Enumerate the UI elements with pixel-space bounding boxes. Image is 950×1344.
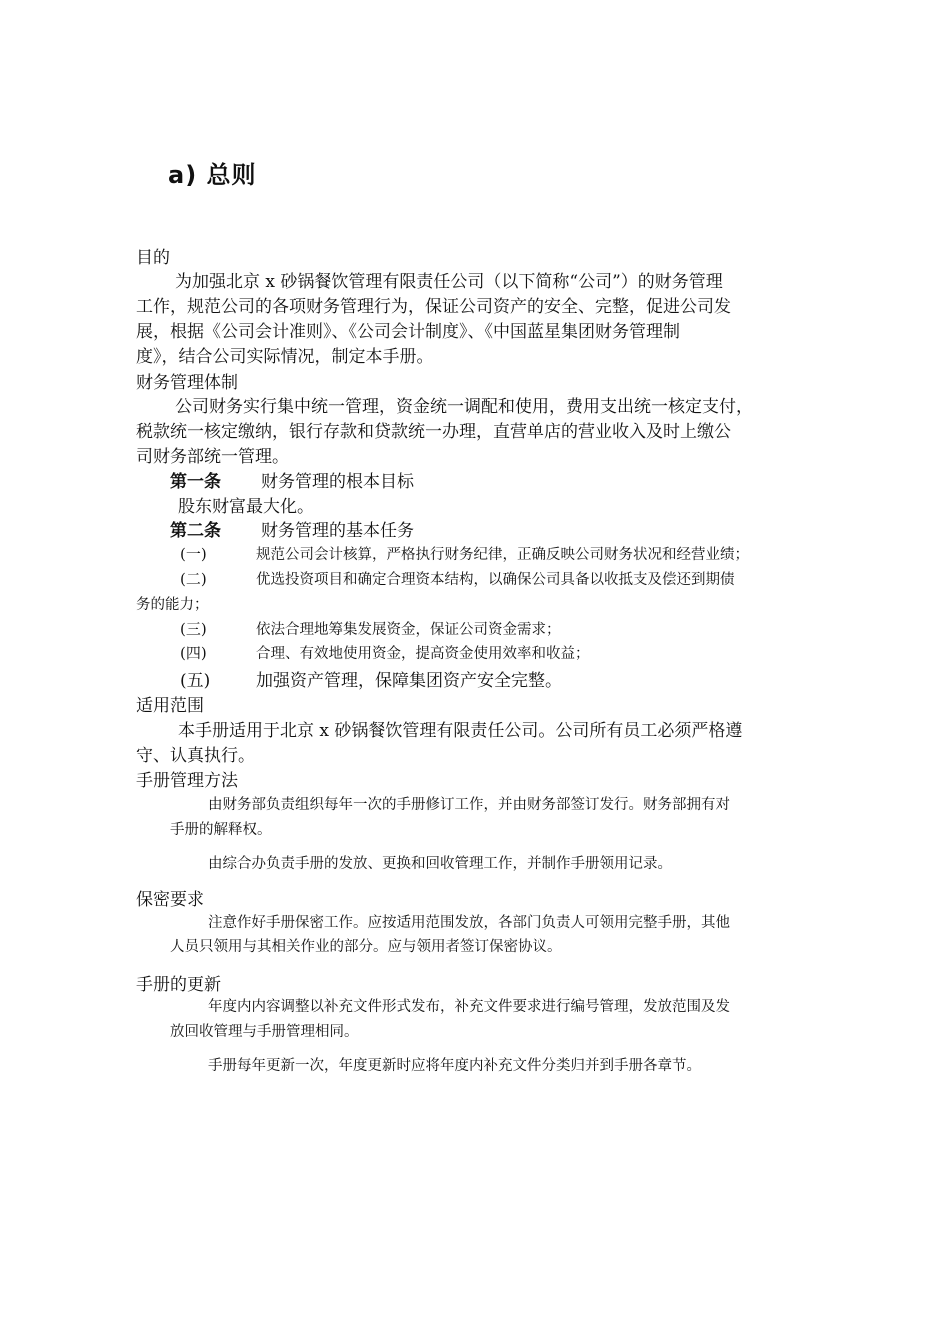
management-line: 由综合办负责手册的发放、更换和回收管理工作，并制作手册领用记录。: [208, 856, 672, 872]
task-number: (一): [180, 545, 207, 563]
confidential-line: 人员只领用与其相关作业的部分。应与领用者签订保密协议。: [170, 939, 562, 955]
task-text: 依法合理地筹集发展资金，保证公司资金需求；: [256, 622, 561, 638]
page-title: a) 总则: [168, 161, 257, 189]
management-line: 由财务部负责组织每年一次的手册修订工作，并由财务部签订发行。财务部拥有对: [208, 797, 730, 813]
system-line: 司财务部统一管理。: [136, 447, 289, 467]
purpose-line: 展，根据《公司会计准则》、《公司会计制度》、《中国蓝星集团财务管理制: [136, 322, 680, 342]
confidential-line: 注意作好手册保密工作。应按适用范围发放，各部门负责人可领用完整手册，其他: [208, 915, 730, 931]
system-line: 税款统一核定缴纳，银行存款和贷款统一办理，直营单店的营业收入及时上缴公: [136, 422, 731, 442]
task-text: 规范公司会计核算，严格执行财务纪律，正确反映公司财务状况和经营业绩；: [256, 547, 749, 563]
purpose-line: 度》，结合公司实际情况，制定本手册。: [136, 347, 434, 367]
task-number: (二): [180, 570, 207, 588]
task-number: (三): [180, 620, 207, 638]
scope-line: 守、认真执行。: [136, 746, 255, 766]
section-purpose-title: 目的: [136, 248, 170, 268]
update-line: 手册每年更新一次，年度更新时应将年度内补充文件分类归并到手册各章节。: [208, 1058, 701, 1074]
scope-line: 本手册适用于北京 x 砂锅餐饮管理有限责任公司。公司所有员工必须严格遵: [178, 721, 743, 741]
section-update-title: 手册的更新: [136, 975, 221, 995]
section-confidential-title: 保密要求: [136, 890, 204, 910]
section-system-title: 财务管理体制: [136, 373, 238, 393]
purpose-line: 为加强北京 x 砂锅餐饮管理有限责任公司（以下简称“公司”）的财务管理: [175, 272, 723, 292]
system-line: 公司财务实行集中统一管理，资金统一调配和使用，费用支出统一核定支付，: [175, 397, 753, 417]
purpose-line: 工作，规范公司的各项财务管理行为，保证公司资产的安全、完整，促进公司发: [136, 297, 731, 317]
task-number: (五): [180, 671, 211, 691]
update-line: 放回收管理与手册管理相同。: [170, 1024, 359, 1040]
article-2-heading: [170, 516, 414, 541]
task-text: 加强资产管理，保障集团资产安全完整。: [256, 671, 562, 691]
article-2-title: 财务管理的基本任务: [261, 521, 414, 541]
article-1-label: 第一条: [170, 472, 221, 492]
task-number: (四): [180, 644, 207, 662]
update-line: 年度内内容调整以补充文件形式发布，补充文件要求进行编号管理，发放范围及发: [208, 999, 730, 1015]
article-1-body: 股东财富最大化。: [178, 497, 314, 517]
task-text-continued: 务的能力；: [136, 597, 209, 613]
task-text: 合理、有效地使用资金，提高资金使用效率和收益；: [256, 646, 590, 662]
article-1-heading: [170, 467, 414, 492]
task-text: 优选投资项目和确定合理资本结构，以确保公司具备以收抵支及偿还到期债: [256, 572, 735, 588]
article-1-title: 财务管理的根本目标: [261, 472, 414, 492]
article-2-label: 第二条: [170, 521, 221, 541]
management-line: 手册的解释权。: [170, 822, 272, 838]
section-scope-title: 适用范围: [136, 696, 204, 716]
section-management-title: 手册管理方法: [136, 771, 238, 791]
